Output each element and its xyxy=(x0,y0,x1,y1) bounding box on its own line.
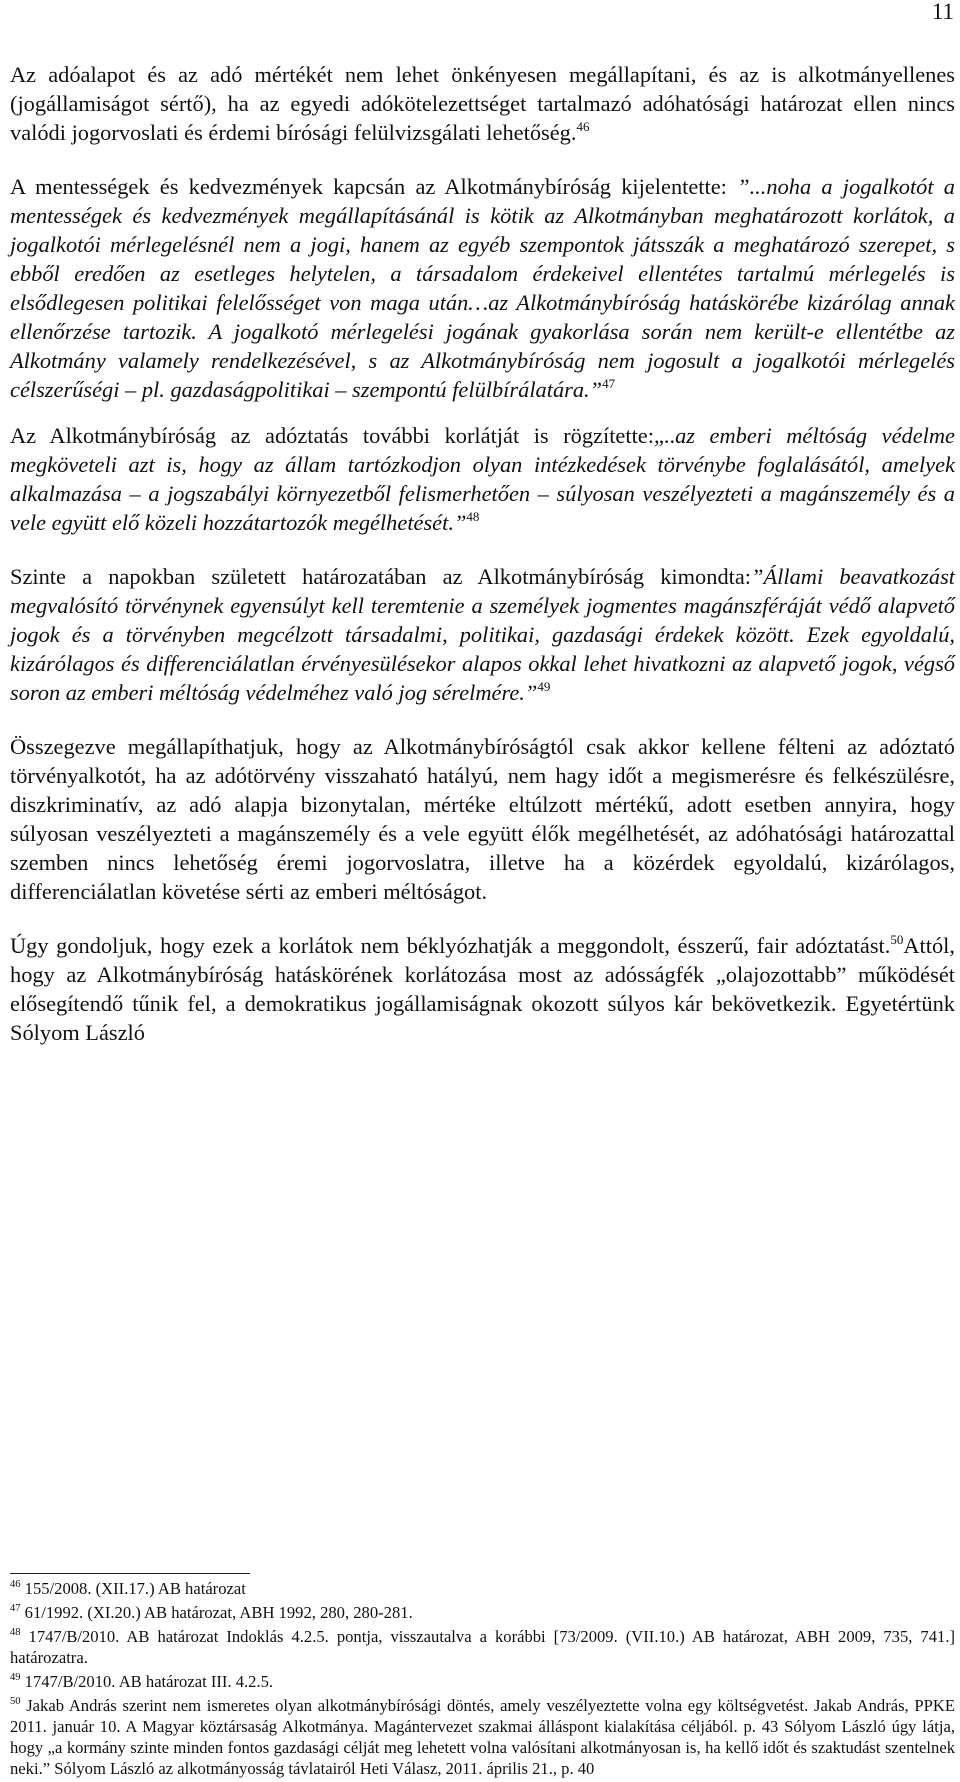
paragraph-2-quote: ”...noha a jogalkotót a mentességek és kedvezmények megállapításánál is kötik az Alkotmányban meghatározott korlátok, a jogalkotói mérlegelésnél nem a jogi, hanem az egyéb szempontok játsszák a meghatározó szerepet, s ebből eredően az esetleges helytelen, a társadalom érdekeivel ellentétes tartalmú mérlegelés is elsődlegesen politikai felelősséget von maga után…az Alkotmánybíróság hatáskörébe kizárólag annak ellenőrzése tartozik. xyxy=(10,174,955,344)
paragraph-3-intro: Az Alkotmánybíróság az adóztatás további korlátját is rögzítette:„.. xyxy=(10,423,676,448)
footnote-49 xyxy=(10,1671,955,1692)
footnote-48 xyxy=(10,1626,955,1668)
paragraph-4-intro: Szinte a napokban született határozatában az Alkotmánybíróság kimondta: xyxy=(10,564,752,589)
footnote-ref-48[interactable]: 48 xyxy=(466,509,480,524)
footnote-ref-47[interactable]: 47 xyxy=(602,376,616,391)
footnote-ref-50[interactable]: 50 xyxy=(890,932,904,947)
footnote-text: 1747/B/2010. AB határozat III. 4.2.5. xyxy=(20,1672,274,1691)
footnote-text: 1747/B/2010. AB határozat Indoklás 4.2.5. pontja, visszautalva a korábbi [73/2009. (VII.10.) AB határozat, ABH 2009, 735, 741.] határozatra. xyxy=(10,1627,955,1667)
footnotes xyxy=(10,1578,955,1782)
footnote-47 xyxy=(10,1602,955,1623)
paragraph-1 xyxy=(10,60,955,147)
footnote-separator xyxy=(10,1573,250,1574)
paragraph-1-text: Az adóalapot és az adó mértékét nem lehet önkényesen megállapítani, és az is alkotmányellenes (jogállamiságot sértő), ha az egyedi adókötelezettséget tartalmazó adóhatósági határozat ellen nincs valódi jogorvoslati és érdemi bírósági felülvizsgálati lehetőség. xyxy=(10,62,955,145)
paragraph-6 xyxy=(10,931,955,1047)
footnote-number: 47 xyxy=(10,1603,21,1614)
footnote-number: 50 xyxy=(10,1696,21,1707)
paragraph-3 xyxy=(10,421,955,537)
footnote-ref-49[interactable]: 49 xyxy=(537,679,551,694)
footnote-number: 46 xyxy=(10,1579,21,1590)
paragraph-4-quote: ”Állami beavatkozást megvalósító törvénynek egyensúlyt kell teremtenie a személyek jogmentes magánszféráját védő alapvető jogok és a törvényben megcélzott társadalmi, politikai, gazdasági érdekek között. Ezek egyoldalú, kizárólagos és differenciálatlan érvényesülésekor alapos okkal lehet hivatkozni az alapvető jogok, végső soron az emberi méltóság védelméhez való jog sérelmére.” xyxy=(10,564,955,705)
paragraph-3-quote: az emberi méltóság védelme megköveteli azt is, hogy az állam tartózkodjon olyan intézkedések törvénybe foglalásától, amelyek alkalmazása – a jogszabályi környezetből felismerhetően – súlyosan veszélyezteti a magánszemély és a vele együtt elő közeli hozzátartozók megélhetését.” xyxy=(10,423,955,535)
paragraph-2 xyxy=(10,172,955,404)
footnote-text: 155/2008. (XII.17.) AB határozat xyxy=(20,1579,246,1598)
footnote-number: 49 xyxy=(10,1672,21,1683)
footnote-50 xyxy=(10,1695,955,1779)
footnote-text: 61/1992. (XI.20.) AB határozat, ABH 1992, 280, 280-281. xyxy=(20,1603,413,1622)
paragraph-5: Összegezve megállapíthatjuk, hogy az Alkotmánybíróságtól csak akkor kellene félteni az adóztató törvényalkotót, ha az adótörvény visszaható hatályú, nem hagy időt a megismerésre és felkészülésre, diszkriminatív, az adó alapja bizonytalan, mértéke eltúlzott mértékű, adott esetben annyira, hogy súlyosan veszélyezteti a magánszemély és a vele együtt élők megélhetését, az adóhatósági határozattal szemben nincs lehetőség éremi jogorvoslatra, illetve ha a közérdek egyoldalú, kizárólagos, differenciálatlan követése sérti az emberi méltóságot. xyxy=(10,734,955,904)
paragraph-6-text-cont: Attól, hogy az Alkotmánybíróság hatáskörének korlátozása most az adósságfék „olajozottabb” működését elősegítendő tűnik fel, a demokratikus jogállamiságnak okozott súlyos kár bekövetkezik. Egyetértünk Sólyom László xyxy=(10,933,955,1045)
footnote-46 xyxy=(10,1578,955,1599)
footnote-number: 48 xyxy=(10,1627,21,1638)
paragraph-6-text: Úgy gondoljuk, hogy ezek a korlátok nem béklyózhatják a meggondolt, ésszerű, fair adóztatást. xyxy=(10,933,891,958)
footnote-ref-46[interactable]: 46 xyxy=(576,119,590,134)
footnote-text: Jakab András szerint nem ismeretes olyan alkotmánybírósági döntés, amely veszélyeztette volna egy költségvetést. Jakab András, PPKE 2011. január 10. A Magyar köztársaság Alkotmánya. Magántervezet szakmai álláspont kialakítása céljából. p. 43 Sólyom László úgy látja, hogy „a kormány szinte minden fontos gazdasági célját meg lehetett volna valósítani alkotmányosan is, ha kellő időt és szaktudást szentelnek neki.” Sólyom László az alkotmányosság távlatairól Heti Válasz, 2011. április 21., p. 40 xyxy=(10,1696,955,1778)
paragraph-4 xyxy=(10,562,955,707)
page-number: 11 xyxy=(931,0,954,24)
paragraph-2-intro: A mentességek és kedvezmények kapcsán az Alkotmánybíróság kijelentette: xyxy=(10,174,738,199)
paragraph-2-quote-cont: A jogalkotó mérlegelési jogának gyakorlása során nem került-e ellentétbe az Alkotmány valamely rendelkezésével, s az Alkotmánybíróság nem jogosult a jogalkotói mérlegelés célszerűségi – pl. gazdaságpolitikai – szempontú felülbírálatára.” xyxy=(10,319,955,402)
body-text xyxy=(10,60,955,1072)
